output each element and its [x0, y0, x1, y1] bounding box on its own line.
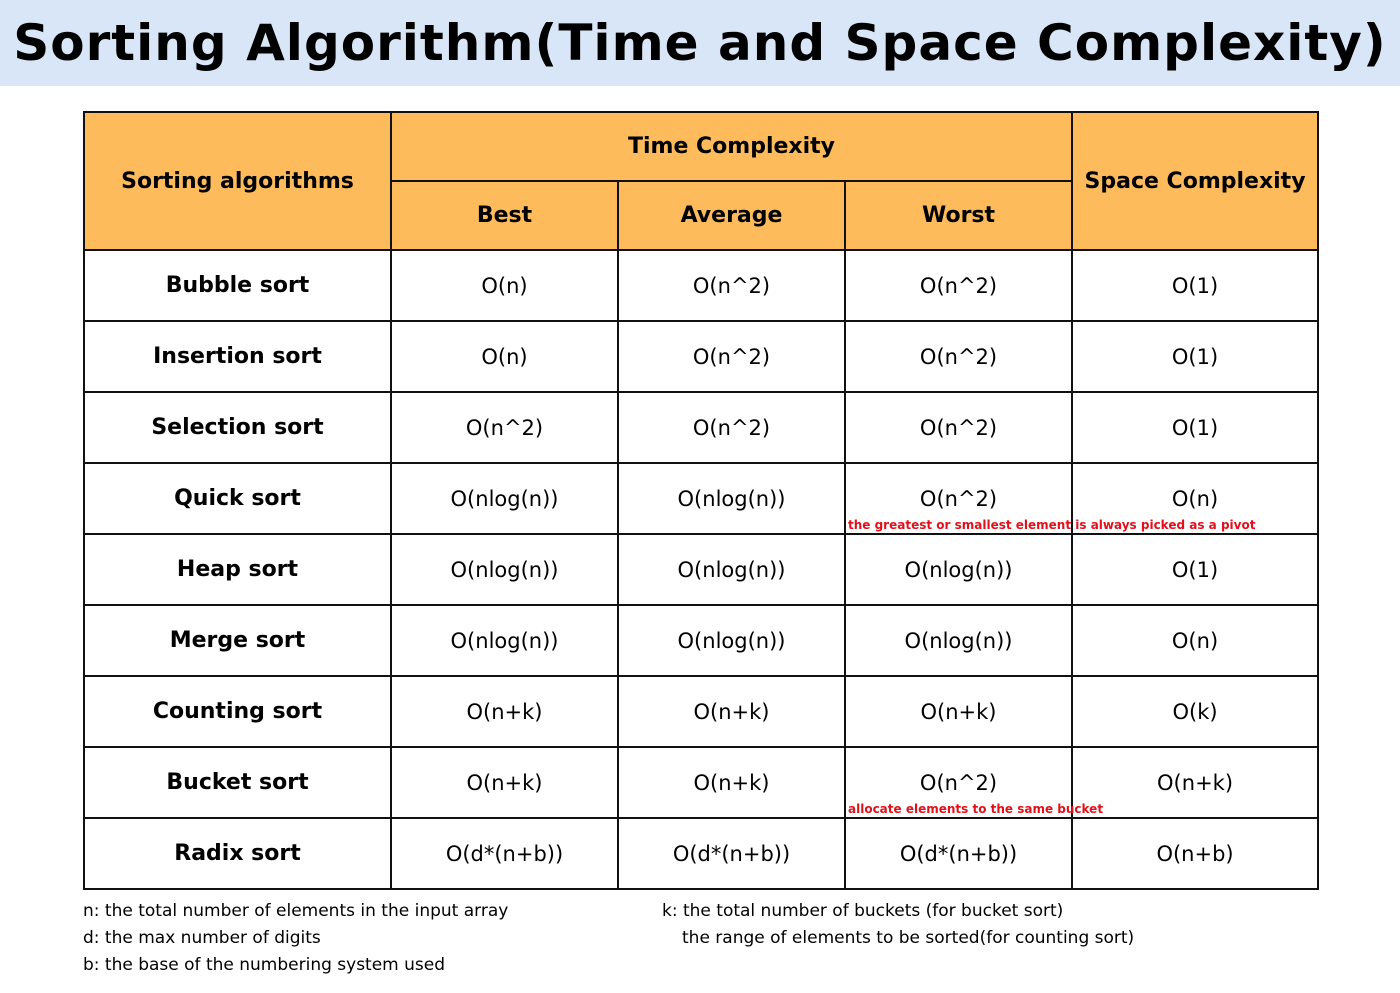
worst-case: O(n^2) — [845, 392, 1072, 463]
space-complexity: O(1) — [1072, 321, 1318, 392]
header-space-complexity: Space Complexity — [1072, 112, 1318, 250]
algorithm-name: Quick sort — [84, 463, 391, 534]
best-case: O(n+k) — [391, 747, 618, 818]
table-row — [84, 676, 1318, 747]
space-complexity: O(n+k) — [1072, 747, 1318, 818]
average-case: O(nlog(n)) — [618, 534, 845, 605]
table-row — [84, 463, 1318, 534]
best-case: O(n^2) — [391, 392, 618, 463]
header-worst: Worst — [845, 181, 1072, 250]
worst-case: O(nlog(n)) — [845, 534, 1072, 605]
algorithm-name: Insertion sort — [84, 321, 391, 392]
legend-left — [83, 898, 508, 979]
best-case: O(n+k) — [391, 676, 618, 747]
space-complexity: O(1) — [1072, 392, 1318, 463]
algorithm-name: Bucket sort — [84, 747, 391, 818]
table-row — [84, 250, 1318, 321]
best-case: O(nlog(n)) — [391, 463, 618, 534]
table-row — [84, 534, 1318, 605]
average-case: O(n^2) — [618, 392, 845, 463]
algorithm-name: Radix sort — [84, 818, 391, 889]
best-case: O(n) — [391, 321, 618, 392]
average-case: O(n+k) — [618, 747, 845, 818]
header-sorting-algorithms: Sorting algorithms — [84, 112, 391, 250]
legend-d: d: the max number of digits — [83, 928, 321, 948]
worst-case-cell — [845, 463, 1256, 534]
worst-case: O(nlog(n)) — [845, 605, 1072, 676]
legend-right — [662, 898, 1134, 952]
table-row — [84, 747, 1318, 818]
worst-case: O(n^2) — [845, 321, 1072, 392]
space-complexity: O(n) — [1072, 605, 1318, 676]
legend-k-buckets: k: the total number of buckets (for bucket sort) — [662, 901, 1064, 921]
worst-case: O(n+k) — [845, 676, 1072, 747]
worst-case-cell — [845, 747, 1104, 818]
complexity-table — [83, 111, 1319, 890]
table-row — [84, 321, 1318, 392]
best-case: O(nlog(n)) — [391, 534, 618, 605]
best-case: O(n) — [391, 250, 618, 321]
average-case: O(n+k) — [618, 676, 845, 747]
table-row — [84, 392, 1318, 463]
worst-case: O(n^2) — [845, 250, 1072, 321]
worst-case: O(d*(n+b)) — [845, 818, 1072, 889]
pivot-note: the greatest or smallest element is always picked as a pivot — [848, 518, 1256, 532]
bucket-note: allocate elements to the same bucket — [848, 802, 1104, 816]
legend-b: b: the base of the numbering system used — [83, 955, 446, 975]
algorithm-name: Heap sort — [84, 534, 391, 605]
best-case: O(nlog(n)) — [391, 605, 618, 676]
header-average: Average — [618, 181, 845, 250]
average-case: O(nlog(n)) — [618, 605, 845, 676]
best-case: O(d*(n+b)) — [391, 818, 618, 889]
average-case: O(n^2) — [618, 321, 845, 392]
page-title: Sorting Algorithm(Time and Space Complexity) — [13, 14, 1387, 72]
average-case: O(n^2) — [618, 250, 845, 321]
algorithm-name: Bubble sort — [84, 250, 391, 321]
algorithm-name: Selection sort — [84, 392, 391, 463]
header-best: Best — [391, 181, 618, 250]
algorithm-name: Counting sort — [84, 676, 391, 747]
header-time-complexity: Time Complexity — [391, 112, 1072, 181]
space-complexity: O(n) — [1072, 463, 1318, 534]
legend-n: n: the total number of elements in the input array — [83, 901, 509, 921]
average-case: O(d*(n+b)) — [618, 818, 845, 889]
space-complexity: O(1) — [1072, 534, 1318, 605]
title-banner — [0, 0, 1400, 86]
space-complexity: O(1) — [1072, 250, 1318, 321]
worst-case: O(n^2) — [919, 486, 998, 511]
table-row — [84, 818, 1318, 889]
table-row — [84, 605, 1318, 676]
worst-case: O(n^2) — [919, 770, 998, 795]
space-complexity: O(n+b) — [1072, 818, 1318, 889]
algorithm-name: Merge sort — [84, 605, 391, 676]
average-case: O(nlog(n)) — [618, 463, 845, 534]
space-complexity: O(k) — [1072, 676, 1318, 747]
legend-k-range: the range of elements to be sorted(for counting sort) — [682, 928, 1135, 948]
